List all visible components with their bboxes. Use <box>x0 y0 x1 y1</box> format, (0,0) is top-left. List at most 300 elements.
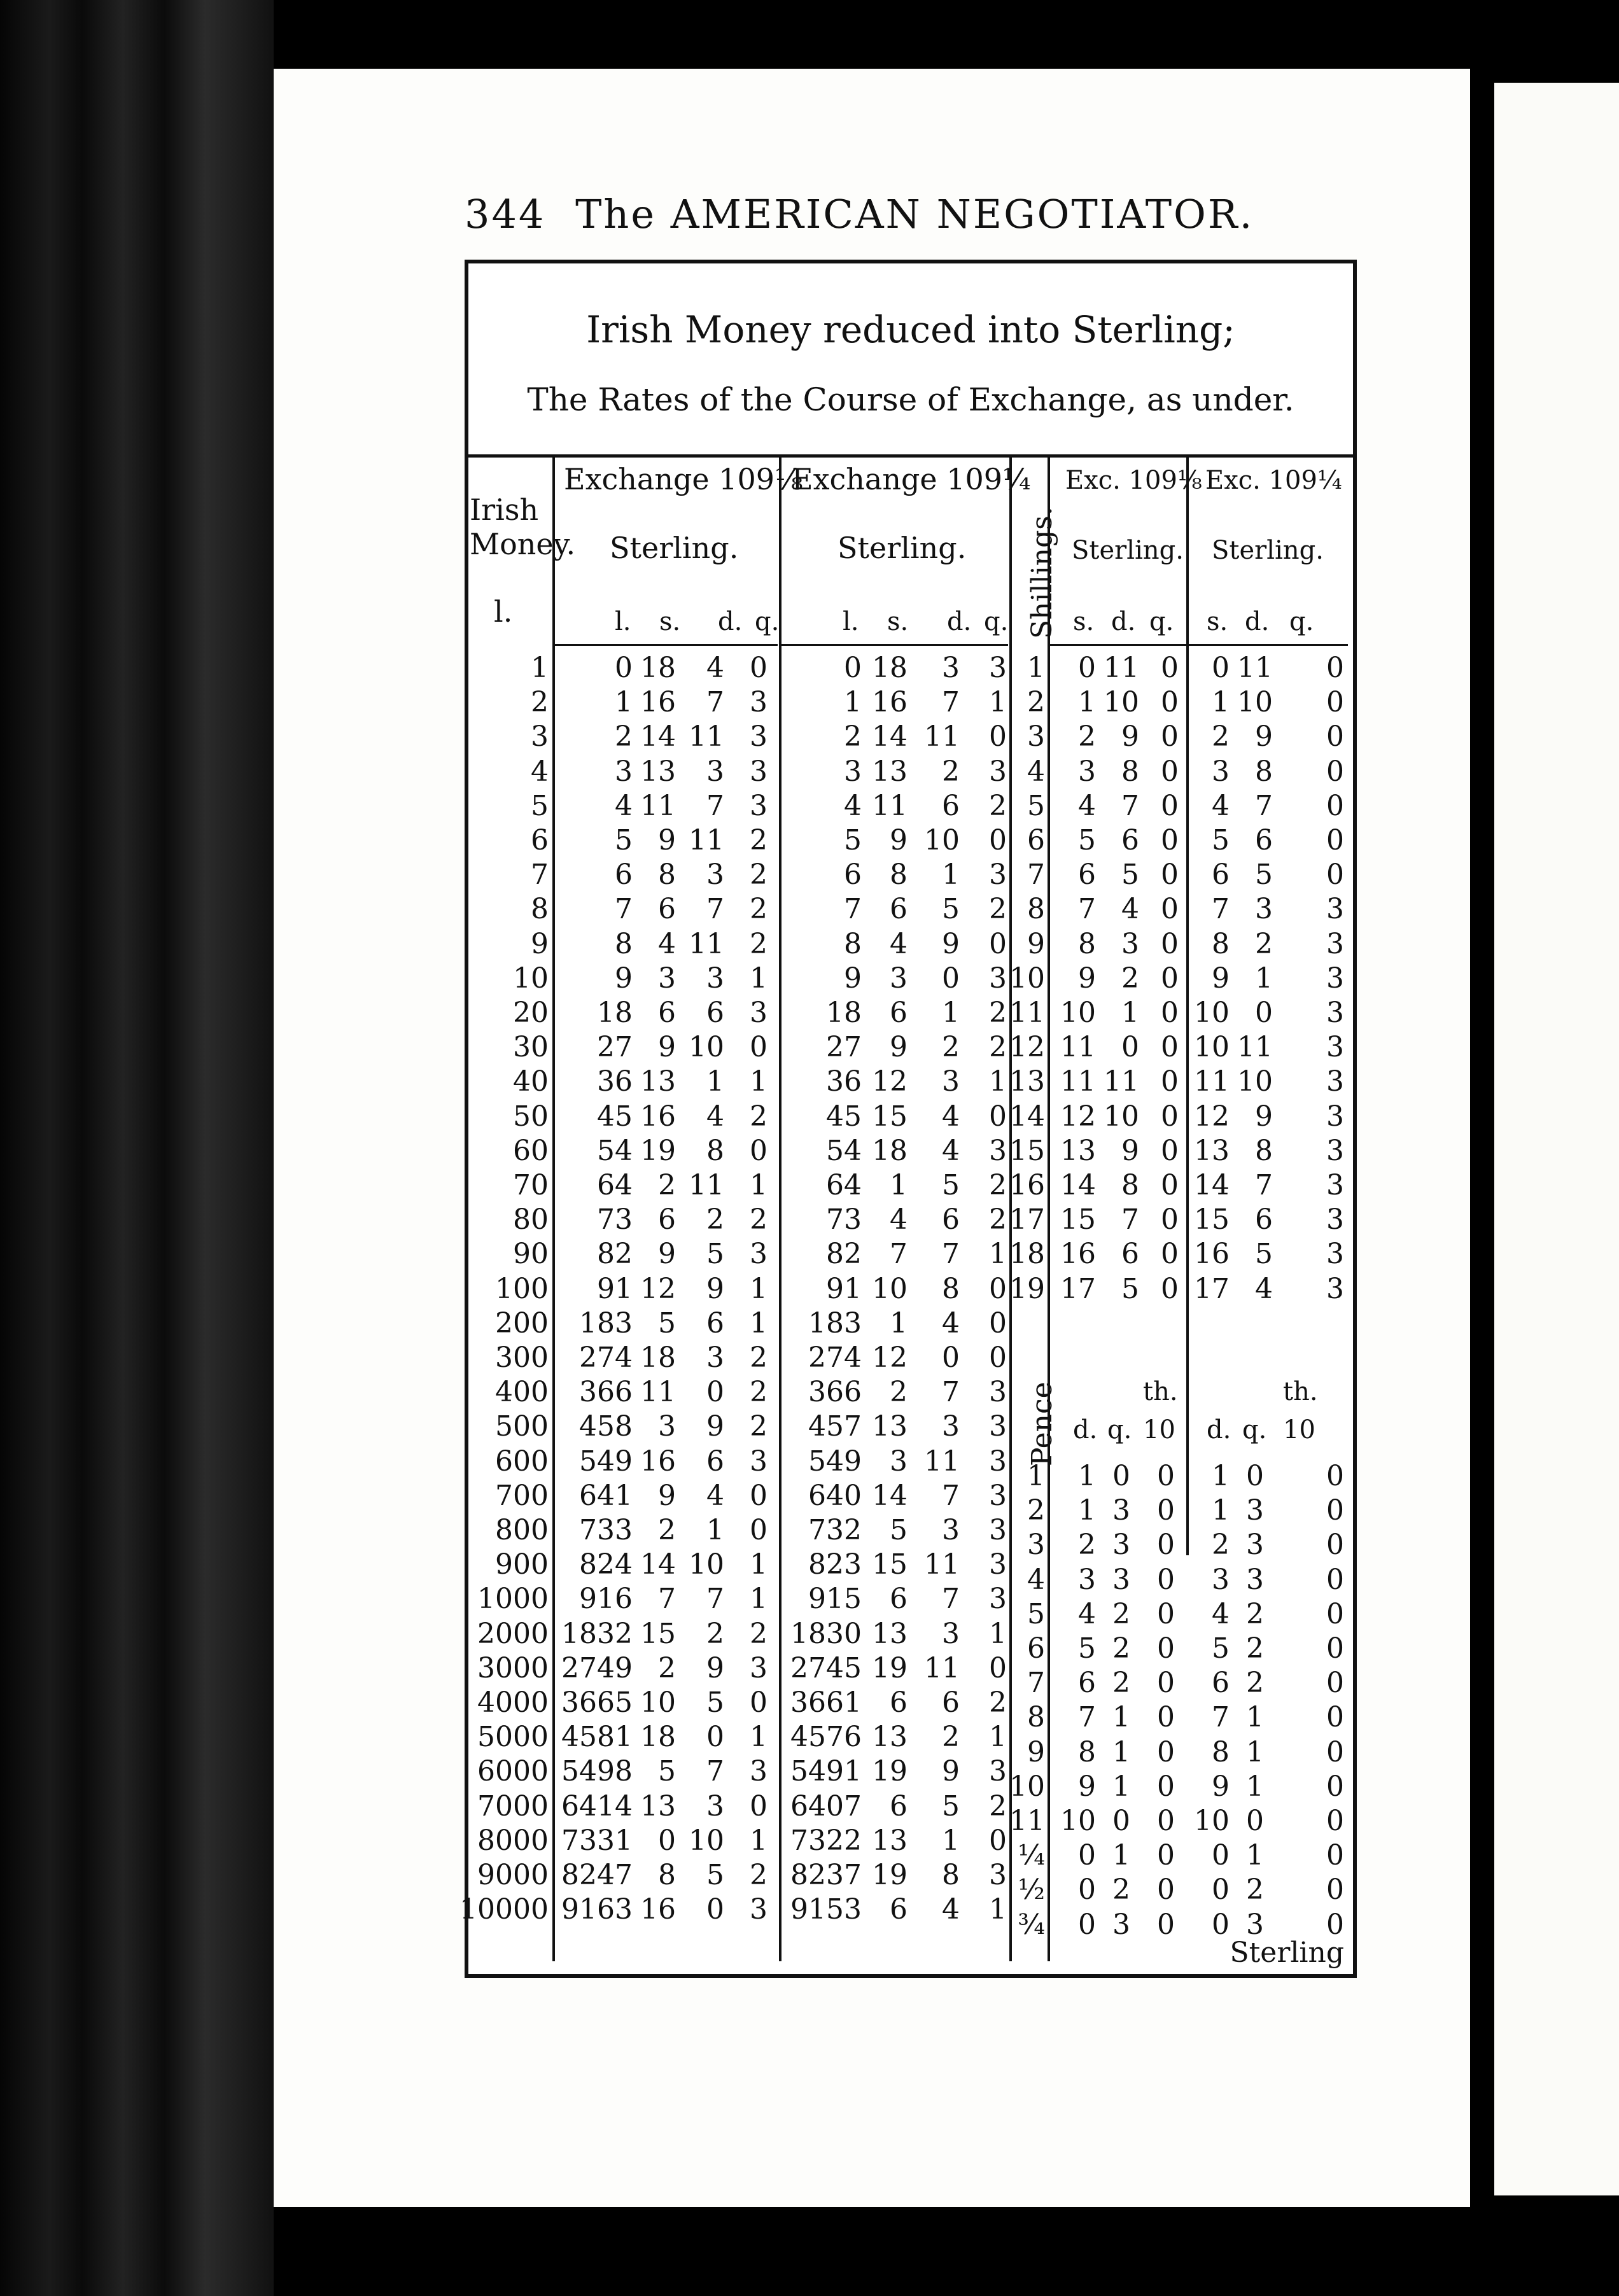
shilling-table-cell: 0 <box>1121 1031 1139 1064</box>
shilling-table-cell: 0 <box>1161 686 1179 719</box>
left-table-cell: 6414 <box>561 1789 633 1823</box>
left-table-cell: 4000 <box>477 1686 549 1719</box>
left-table-cell: 3 <box>531 720 549 753</box>
left-table-cell: 64 <box>826 1169 862 1201</box>
pence-table-cell: 10 <box>1060 1805 1096 1837</box>
left-table-cell: 400 <box>495 1376 549 1409</box>
left-table-cell: 8 <box>658 1859 676 1891</box>
left-table-cell: 6 <box>531 824 549 857</box>
left-table-cell: 5491 <box>790 1755 862 1788</box>
left-table-cell: 1 <box>989 1065 1007 1098</box>
left-table-cell: 0 <box>615 652 633 684</box>
left-table-cell: 7331 <box>561 1824 633 1857</box>
left-table-cell: 0 <box>989 1100 1007 1133</box>
shilling-table-cell: 2 <box>1027 686 1045 719</box>
left-table-cell: 12 <box>872 1065 908 1098</box>
left-table-cell: 3000 <box>477 1651 549 1684</box>
left-table-cell: 18 <box>872 1134 908 1167</box>
shilling-table-cell: 10 <box>1104 1100 1139 1133</box>
shilling-table-cell: 1 <box>1212 686 1230 719</box>
pence-table-cell: 0 <box>1326 1839 1344 1872</box>
pence-table-cell: 2 <box>1246 1597 1264 1630</box>
column-rule <box>1186 454 1189 1555</box>
left-table-cell: 6 <box>890 997 908 1029</box>
left-table-cell: 19 <box>872 1651 908 1684</box>
left-table-cell: 18 <box>597 997 633 1029</box>
left-table-cell: 16 <box>640 1893 676 1926</box>
pence-table-cell: 3 <box>1112 1908 1130 1941</box>
shilling-table-cell: 6 <box>1027 824 1045 857</box>
pence-table-cell: 1 <box>1212 1460 1230 1492</box>
left-table-cell: 5 <box>844 824 862 857</box>
left-table-cell: 11 <box>872 789 908 822</box>
left-table-cell: 1 <box>531 652 549 684</box>
left-table-cell: 733 <box>579 1514 633 1546</box>
shilling-table-cell: 0 <box>1161 893 1179 926</box>
left-table-cell: 2 <box>531 686 549 719</box>
left-table-cell: 1000 <box>477 1583 549 1616</box>
shilling-table-cell: 5 <box>1121 1272 1139 1305</box>
left-table-cell: 18 <box>640 1721 676 1754</box>
pence-table-cell: 0 <box>1326 1701 1344 1734</box>
shilling-table-cell: 0 <box>1161 824 1179 857</box>
left-table-cell: 0 <box>844 652 862 684</box>
shilling-table-cell: 7 <box>1027 858 1045 892</box>
shilling-table-cell: 10 <box>1194 997 1230 1029</box>
shilling-table-cell: 11 <box>1009 997 1045 1029</box>
left-table-cell: 300 <box>495 1341 549 1374</box>
unit-header-th: th. <box>1143 1377 1178 1406</box>
left-table-cell: 14 <box>640 1548 676 1581</box>
shilling-table-cell: 7 <box>1078 893 1096 926</box>
pence-table-cell: 0 <box>1157 1735 1175 1768</box>
left-table-cell: 13 <box>640 1065 676 1098</box>
left-table-cell: 11 <box>689 824 724 857</box>
left-table-cell: 3 <box>989 1859 1007 1891</box>
left-table-cell: 15 <box>872 1100 908 1133</box>
left-table-cell: 0 <box>989 1306 1007 1340</box>
irish-money-header: Irish Money. <box>470 493 576 561</box>
pence-table-cell: 0 <box>1326 1563 1344 1596</box>
shilling-table-cell: 16 <box>1194 1238 1230 1271</box>
left-table-cell: 2 <box>942 1721 960 1754</box>
shilling-table-cell: 7 <box>1255 1169 1273 1201</box>
shilling-table-cell: 4 <box>1078 789 1096 822</box>
left-table-cell: 13 <box>872 1617 908 1650</box>
left-table-cell: 1 <box>890 1306 908 1340</box>
shilling-table-cell: 15 <box>1060 1203 1096 1236</box>
left-table-cell: 7 <box>942 1238 960 1271</box>
left-table-cell: 91 <box>597 1272 633 1305</box>
left-table-cell: 640 <box>808 1479 862 1512</box>
left-table-cell: 3 <box>989 858 1007 892</box>
left-table-cell: 1 <box>706 1065 724 1098</box>
shilling-table-cell: 12 <box>1009 1031 1045 1064</box>
pence-table-cell: 3 <box>1246 1494 1264 1527</box>
left-table-cell: 4 <box>706 652 724 684</box>
left-table-cell: 5 <box>615 824 633 857</box>
left-table-cell: 183 <box>579 1306 633 1340</box>
left-table-cell: 3 <box>989 1479 1007 1512</box>
left-table-cell: 5 <box>658 1755 676 1788</box>
left-table-cell: 0 <box>989 927 1007 960</box>
left-table-cell: 13 <box>640 1789 676 1823</box>
left-table-cell: 3 <box>890 962 908 995</box>
left-table-cell: 549 <box>579 1445 633 1478</box>
left-table-cell: 6 <box>658 893 676 926</box>
left-table-cell: 3 <box>658 1410 676 1443</box>
left-table-cell: 11 <box>924 720 960 753</box>
left-table-cell: 6 <box>890 1583 908 1616</box>
pence-table-cell: 0 <box>1246 1805 1264 1837</box>
pence-table-cell: 3 <box>1027 1529 1045 1562</box>
left-table-cell: 2 <box>989 1031 1007 1064</box>
left-table-cell: 54 <box>826 1134 862 1167</box>
left-table-cell: 1 <box>750 1169 767 1201</box>
unit-header-d: d. <box>1207 1415 1231 1445</box>
shilling-table-cell: 9 <box>1121 1134 1139 1167</box>
pence-table-cell: 4 <box>1027 1563 1045 1596</box>
unit-header-l: l. <box>843 607 859 636</box>
left-table-cell: 7 <box>942 1479 960 1512</box>
shilling-table-cell: 3 <box>1326 1065 1344 1098</box>
left-table-cell: 11 <box>924 1548 960 1581</box>
pence-table-cell: 0 <box>1157 1632 1175 1665</box>
left-table-cell: 641 <box>579 1479 633 1512</box>
column-rule <box>552 454 555 1961</box>
pence-table-cell: 8 <box>1027 1701 1045 1734</box>
header-rule <box>1050 644 1348 646</box>
left-table-cell: 2 <box>615 720 633 753</box>
left-table-cell: 4581 <box>561 1721 633 1754</box>
left-table-cell: 7000 <box>477 1789 549 1823</box>
left-table-cell: 2 <box>750 1617 767 1650</box>
shilling-table-cell: 13 <box>1194 1134 1230 1167</box>
left-table-cell: 3 <box>706 755 724 788</box>
shilling-table-cell: 9 <box>1078 962 1096 995</box>
pence-table-cell: 0 <box>1157 1770 1175 1803</box>
pence-table-cell: 1 <box>1112 1701 1130 1734</box>
pence-table-cell: 0 <box>1078 1908 1096 1941</box>
pence-table-cell: 0 <box>1157 1873 1175 1907</box>
left-table-cell: 0 <box>750 1789 767 1823</box>
left-table-cell: 8237 <box>790 1859 862 1891</box>
shilling-table-cell: 11 <box>1104 1065 1139 1098</box>
left-table-cell: 1 <box>890 1169 908 1201</box>
left-table-cell: 4 <box>890 927 908 960</box>
shilling-table-cell: 6 <box>1255 1203 1273 1236</box>
left-table-cell: 0 <box>750 1514 767 1546</box>
left-table-cell: 3661 <box>790 1686 862 1719</box>
pence-table-cell: 0 <box>1157 1563 1175 1596</box>
left-table-cell: 3 <box>989 1514 1007 1546</box>
title-rule <box>468 454 1353 458</box>
pence-table-cell: 11 <box>1009 1805 1045 1837</box>
left-table-cell: 1 <box>844 686 862 719</box>
left-table-cell: 4 <box>615 789 633 822</box>
left-table-cell: 9 <box>706 1651 724 1684</box>
left-table-cell: 6 <box>890 1686 908 1719</box>
shilling-table-cell: 5 <box>1255 858 1273 892</box>
pence-table-cell: 0 <box>1326 1460 1344 1492</box>
pence-table-cell: 7 <box>1027 1667 1045 1700</box>
left-table-cell: 8000 <box>477 1824 549 1857</box>
left-table-cell: 20 <box>513 997 549 1029</box>
left-table-cell: 10 <box>689 1031 724 1064</box>
shilling-table-cell: 3 <box>1326 997 1344 1029</box>
left-table-cell: 5 <box>942 1169 960 1201</box>
left-table-cell: 3 <box>750 1445 767 1478</box>
shillings-header: Shillings. <box>1026 507 1058 639</box>
left-table-cell: 7 <box>942 1583 960 1616</box>
left-table-cell: 7 <box>844 893 862 926</box>
table-subtitle: The Rates of the Course of Exchange, as under. <box>527 381 1294 418</box>
left-table-cell: 2 <box>942 755 960 788</box>
left-table-cell: 8 <box>942 1859 960 1891</box>
left-table-cell: 4 <box>942 1134 960 1167</box>
left-table-cell: 274 <box>579 1341 633 1374</box>
pence-table-cell: 1 <box>1246 1701 1264 1734</box>
left-table-cell: 6 <box>658 997 676 1029</box>
left-table-cell: 0 <box>989 824 1007 857</box>
left-table-cell: 900 <box>495 1548 549 1581</box>
shilling-table-cell: 4 <box>1121 893 1139 926</box>
left-table-cell: 1 <box>942 1824 960 1857</box>
pence-table-cell: 1 <box>1246 1735 1264 1768</box>
left-table-cell: 10 <box>924 824 960 857</box>
left-table-cell: 7 <box>531 858 549 892</box>
left-table-cell: 3 <box>844 755 862 788</box>
pence-table-cell: 3 <box>1112 1494 1130 1527</box>
left-table-cell: 2 <box>658 1514 676 1546</box>
left-table-cell: 0 <box>989 720 1007 753</box>
left-table-cell: 0 <box>942 962 960 995</box>
pence-table-cell: 0 <box>1157 1667 1175 1700</box>
pence-table-cell: 0 <box>1326 1529 1344 1562</box>
left-table-cell: 6407 <box>790 1789 862 1823</box>
left-table-cell: 0 <box>942 1341 960 1374</box>
shilling-table-cell: 1 <box>1121 997 1139 1029</box>
unit-header-l: l. <box>615 607 631 636</box>
left-table-cell: 1 <box>750 1824 767 1857</box>
left-table-cell: 13 <box>872 755 908 788</box>
shilling-table-cell: 17 <box>1060 1272 1096 1305</box>
shilling-table-cell: 0 <box>1161 789 1179 822</box>
left-table-cell: 3 <box>942 1617 960 1650</box>
left-table-cell: 2749 <box>561 1651 633 1684</box>
left-table-cell: 5 <box>706 1859 724 1891</box>
shilling-table-cell: 7 <box>1255 789 1273 822</box>
shilling-table-cell: 8 <box>1078 927 1096 960</box>
left-table-cell: 1 <box>942 858 960 892</box>
left-table-cell: 9 <box>658 1238 676 1271</box>
left-table-cell: 2 <box>750 1341 767 1374</box>
exchange-1-sterling: Sterling. <box>610 531 739 565</box>
shilling-table-cell: 2 <box>1078 720 1096 753</box>
header-rule <box>555 644 778 646</box>
pence-table-cell: 9 <box>1078 1770 1096 1803</box>
exc-1-sterling: Sterling. <box>1072 536 1184 565</box>
shilling-table-cell: 0 <box>1326 789 1344 822</box>
sterling-footer: Sterling <box>1230 1936 1344 1969</box>
pence-table-cell: 7 <box>1078 1701 1096 1734</box>
pence-table-cell: 1 <box>1246 1770 1264 1803</box>
left-table-cell: 7 <box>890 1238 908 1271</box>
pence-table-cell: 0 <box>1157 1494 1175 1527</box>
left-table-cell: 90 <box>513 1238 549 1271</box>
left-table-cell: 2745 <box>790 1651 862 1684</box>
left-table-cell: 2 <box>750 1410 767 1443</box>
left-table-cell: 3 <box>942 1065 960 1098</box>
shilling-table-cell: 13 <box>1060 1134 1096 1167</box>
left-table-cell: 9 <box>615 962 633 995</box>
left-table-cell: 60 <box>513 1134 549 1167</box>
shilling-table-cell: 2 <box>1212 720 1230 753</box>
unit-header-d: d. <box>947 607 972 636</box>
exc-2-header: Exc. 109¼ <box>1205 466 1342 495</box>
shilling-table-cell: 10 <box>1237 686 1273 719</box>
left-table-cell: 824 <box>579 1548 633 1581</box>
left-table-cell: 11 <box>640 1376 676 1409</box>
pence-table-cell: 4 <box>1212 1597 1230 1630</box>
exc-2-sterling: Sterling. <box>1212 536 1324 565</box>
left-table-cell: 6 <box>706 1306 724 1340</box>
left-table-cell: 45 <box>826 1100 862 1133</box>
unit-header-th: th. <box>1283 1377 1318 1406</box>
left-table-cell: 14 <box>640 720 676 753</box>
shilling-table-cell: 15 <box>1009 1134 1045 1167</box>
pence-table-cell: 3 <box>1212 1563 1230 1596</box>
pence-table-cell: 3 <box>1112 1529 1130 1562</box>
pence-table-cell: 6 <box>1027 1632 1045 1665</box>
left-table-cell: 13 <box>640 755 676 788</box>
shilling-table-cell: 5 <box>1212 824 1230 857</box>
shilling-table-cell: 6 <box>1255 824 1273 857</box>
shilling-table-cell: 3 <box>1326 1100 1344 1133</box>
left-table-cell: 0 <box>706 1893 724 1926</box>
left-table-cell: 823 <box>808 1548 862 1581</box>
pence-table-cell: 0 <box>1326 1735 1344 1768</box>
left-table-cell: 5 <box>890 1514 908 1546</box>
pence-header: Pence <box>1026 1382 1058 1466</box>
shilling-table-cell: 3 <box>1326 1238 1344 1271</box>
left-table-cell: 0 <box>706 1721 724 1754</box>
left-table-cell: 2 <box>750 858 767 892</box>
pence-table-cell: 3 <box>1078 1563 1096 1596</box>
shilling-table-cell: 3 <box>1326 1169 1344 1201</box>
shilling-table-cell: 6 <box>1078 858 1096 892</box>
pence-table-cell: 0 <box>1326 1770 1344 1803</box>
left-table-cell: 1 <box>750 1583 767 1616</box>
pence-table-cell: 7 <box>1212 1701 1230 1734</box>
unit-header-d: d. <box>1245 607 1270 636</box>
left-table-cell: 3 <box>890 1445 908 1478</box>
left-table-cell: 4 <box>942 1306 960 1340</box>
pence-table-cell: 10 <box>1009 1770 1045 1803</box>
shilling-table-cell: 1 <box>1255 962 1273 995</box>
left-table-cell: 5 <box>531 789 549 822</box>
left-table-cell: 7 <box>942 1376 960 1409</box>
pence-table-cell: 2 <box>1246 1667 1264 1700</box>
left-table-cell: 3 <box>750 1651 767 1684</box>
pence-table-cell: 2 <box>1078 1529 1096 1562</box>
left-table-cell: 8 <box>615 927 633 960</box>
left-table-cell: 6 <box>706 1445 724 1478</box>
pence-table-cell: 0 <box>1157 1460 1175 1492</box>
left-table-cell: 0 <box>750 1686 767 1719</box>
left-table-cell: 9 <box>706 1272 724 1305</box>
shilling-table-cell: 3 <box>1326 962 1344 995</box>
left-table-cell: 2 <box>890 1376 908 1409</box>
pence-table-cell: 8 <box>1078 1735 1096 1768</box>
left-table-cell: 4 <box>890 1203 908 1236</box>
left-table-cell: 14 <box>872 1479 908 1512</box>
left-table-cell: 12 <box>640 1272 676 1305</box>
shilling-table-cell: 17 <box>1009 1203 1045 1236</box>
pence-table-cell: 3 <box>1112 1563 1130 1596</box>
left-table-cell: 9 <box>890 1031 908 1064</box>
shilling-table-cell: 3 <box>1326 1031 1344 1064</box>
pence-table-cell: 0 <box>1157 1839 1175 1872</box>
left-table-cell: 8 <box>844 927 862 960</box>
left-table-cell: 2 <box>989 1203 1007 1236</box>
left-table-cell: 54 <box>597 1134 633 1167</box>
pence-table-cell: 0 <box>1212 1873 1230 1907</box>
left-table-cell: 600 <box>495 1445 549 1478</box>
left-table-cell: 9 <box>942 927 960 960</box>
pence-table-cell: 2 <box>1112 1597 1130 1630</box>
pence-table-cell: 0 <box>1157 1908 1175 1941</box>
exchange-1-header: Exchange 109⅛ <box>564 462 803 496</box>
facing-page-edge <box>1494 83 1619 2195</box>
left-table-cell: 3 <box>989 1548 1007 1581</box>
left-table-cell: 200 <box>495 1306 549 1340</box>
left-table-cell: 2 <box>989 893 1007 926</box>
left-table-cell: 6 <box>942 1203 960 1236</box>
shilling-table-cell: 11 <box>1237 652 1273 684</box>
left-table-cell: 8247 <box>561 1859 633 1891</box>
left-table-cell: 18 <box>640 652 676 684</box>
left-table-cell: 15 <box>872 1548 908 1581</box>
shilling-table-cell: 0 <box>1326 720 1344 753</box>
pence-table-cell: 0 <box>1112 1805 1130 1837</box>
shilling-table-cell: 5 <box>1027 789 1045 822</box>
pence-table-cell: ½ <box>1018 1873 1045 1907</box>
left-table-cell: 16 <box>872 686 908 719</box>
shilling-table-cell: 8 <box>1121 755 1139 788</box>
left-table-cell: 8 <box>658 858 676 892</box>
left-table-cell: 16 <box>640 1445 676 1478</box>
pence-table-cell: 5 <box>1027 1597 1045 1630</box>
left-table-cell: 6 <box>615 858 633 892</box>
exchange-table <box>459 260 1357 1978</box>
shilling-table-cell: 2 <box>1121 962 1139 995</box>
shilling-table-cell: 1 <box>1078 686 1096 719</box>
shilling-table-cell: 0 <box>1161 1065 1179 1098</box>
shilling-table-cell: 0 <box>1161 1203 1179 1236</box>
left-table-cell: 1 <box>750 1548 767 1581</box>
left-table-cell: 1 <box>750 1306 767 1340</box>
left-table-cell: 27 <box>597 1031 633 1064</box>
pence-table-cell: 0 <box>1212 1908 1230 1941</box>
left-table-cell: 8 <box>890 858 908 892</box>
pence-table-cell: 1 <box>1112 1839 1130 1872</box>
left-table-cell: 6 <box>844 858 862 892</box>
left-table-cell: 19 <box>640 1134 676 1167</box>
shilling-table-cell: 0 <box>1161 1272 1179 1305</box>
left-table-cell: 11 <box>924 1651 960 1684</box>
unit-header-q: q. <box>1107 1415 1132 1445</box>
